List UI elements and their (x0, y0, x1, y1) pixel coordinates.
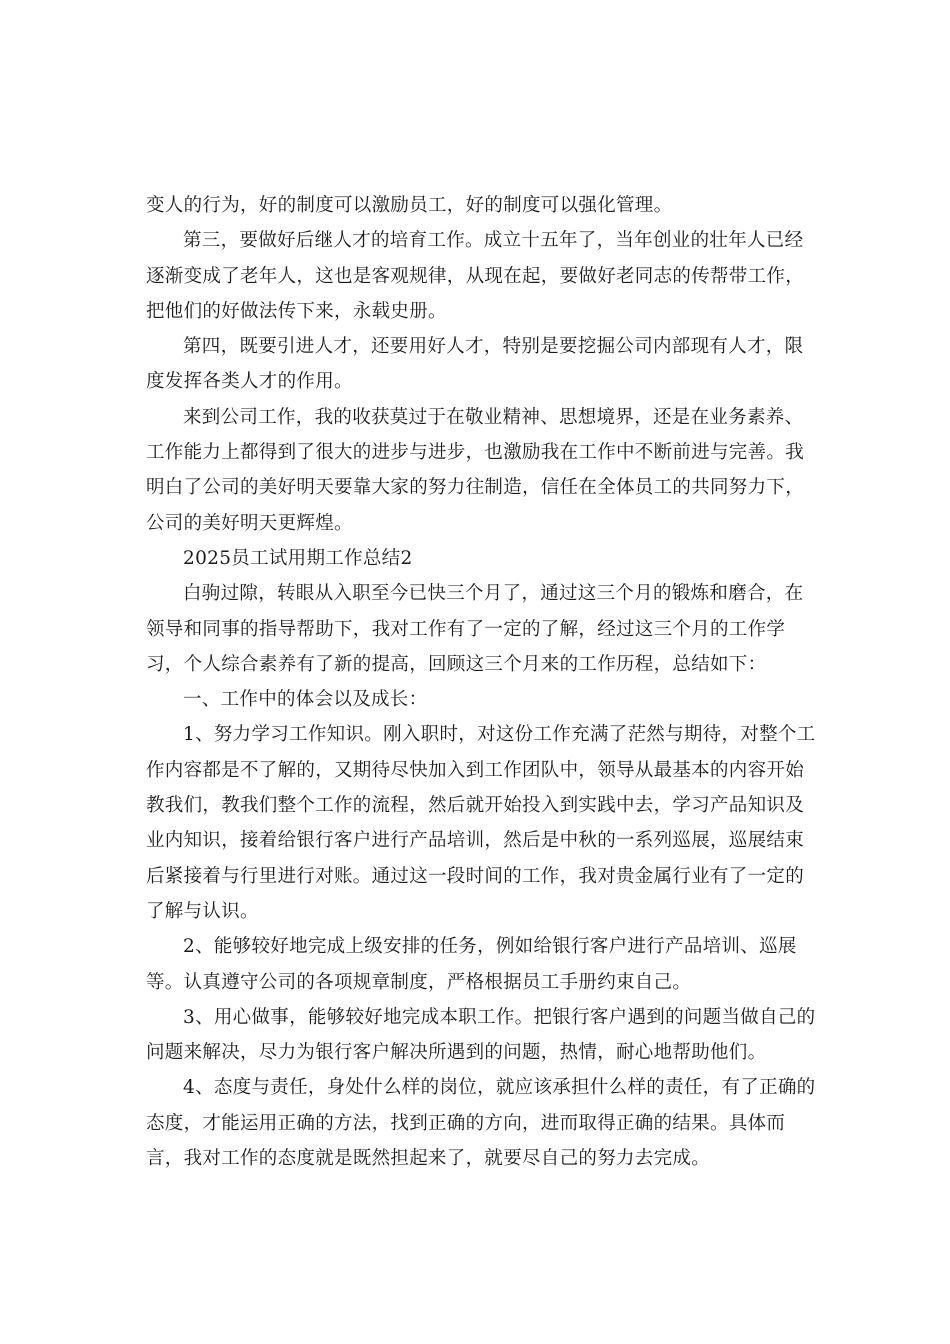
list-item-4: 4、态度与责任，身处什么样的岗位，就应该承担什么样的责任，有了正确的态度，才能运用正确的方法，找到正确的方向，进而取得正确的结果。具体而言，我对工作的态度就是既然担起来了，就要尽自己的努力去完成。 (146, 1077, 816, 1170)
paragraph-fourth-point: 第四，既要引进人才，还要用好人才，特别是要挖掘公司内部现有人才，限度发挥各类人才的作用。 (146, 336, 804, 393)
paragraph-intro: 白驹过隙，转眼从入职至今已快三个月了，通过这三个月的锻炼和磨合，在领导和同事的指导帮助下，我对工作有了一定的了解，经过这三个月的工作学习，个人综合素养有了新的提高，回顾这三个月来的工作历程，总结如下： (146, 583, 804, 675)
paragraph-continuation: 变人的行为，好的制度可以激励员工，好的制度可以强化管理。 (146, 195, 673, 216)
paragraph-harvest: 来到公司工作，我的收获莫过于在敬业精神、思想境界，还是在业务素养、工作能力上都得到了很大的进步与进步，也激励我在工作中不断前进与完善。我明白了公司的美好明天要靠大家的努力往制造，信任在全体员工的共同努力下，公司的美好明天更辉煌。 (146, 406, 805, 534)
subsection-heading: 一、工作中的体会以及成长： (183, 689, 428, 711)
section-heading: 2025员工试用期工作总结2 (183, 547, 413, 569)
list-item-1: 1、努力学习工作知识。刚入职时，对这份工作充满了茫然与期待，对整个工作内容都是不了解的，又期待尽快加入到工作团队中，领导从最基本的内容开始教我们，教我们整个工作的流程，然后就开始投入到实践中去，学习产品知识及业内知识，接着给银行客户进行产品培训，然后是中秋的一系列巡展，巡展结束后紧接着与行里进行对账。通过这一段时间的工作，我对贵金属行业有了一定的了解与认识。 (146, 724, 816, 922)
list-item-3: 3、用心做事，能够较好地完成本职工作。把银行客户遇到的问题当做自己的问题来解决，尽力为银行客户解决所遇到的问题，热情，耐心地帮助他们。 (146, 1006, 816, 1064)
paragraph-third-point: 第三，要做好后继人才的培育工作。成立十五年了，当年创业的壮年人已经逐渐变成了老年人，这也是客观规律，从现在起，要做好老同志的传帮带工作，把他们的好做法传下来，永载史册。 (146, 230, 805, 322)
list-item-2: 2、能够较好地完成上级安排的任务，例如给银行客户进行产品培训、巡展等。认真遵守公司的各项规章制度，严格根据员工手册约束自己。 (146, 936, 797, 993)
document-body (146, 188, 818, 1176)
